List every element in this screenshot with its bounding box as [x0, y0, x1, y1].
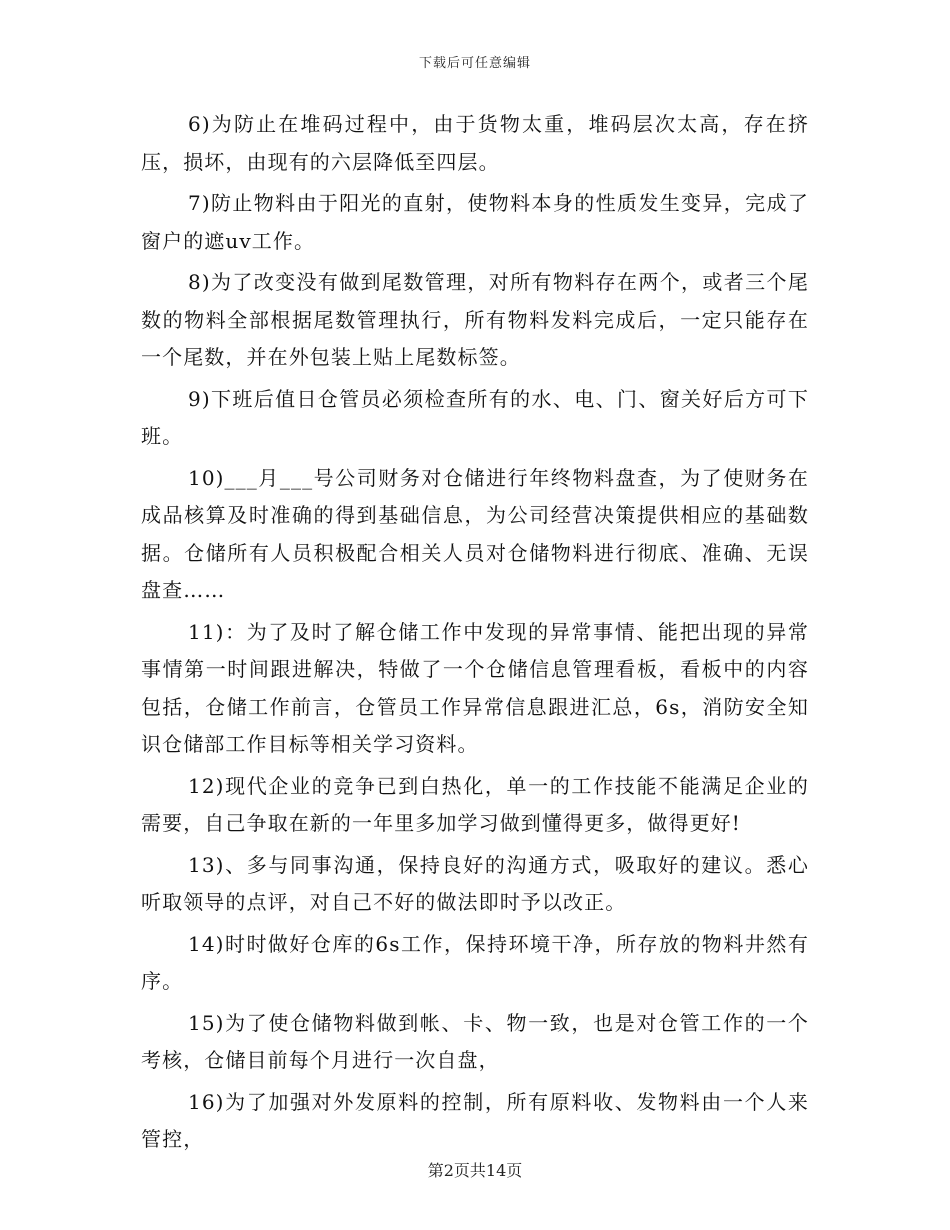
paragraph-12: 12)现代企业的竞争已到白热化，单一的工作技能不能满足企业的需要，自己争取在新的一年里多加学习做到懂得更多，做得更好! — [141, 773, 809, 835]
paragraph-11: 11)：为了及时了解仓储工作中发现的异常事情、能把出现的异常事情第一时间跟进解决，特做了一个仓储信息管理看板，看板中的内容包括，仓储工作前言，仓管员工作异常信息跟进汇总，6s，消防安全知识仓储部工作目标等相关学习资料。 — [141, 619, 809, 756]
paragraph-8: 8)为了改变没有做到尾数管理，对所有物料存在两个，或者三个尾数的物料全部根据尾数管理执行，所有物料发料完成后，一定只能存在一个尾数，并在外包装上贴上尾数标签。 — [141, 270, 809, 369]
document-body — [141, 106, 809, 1163]
paragraph-10: 10)___月___号公司财务对仓储进行年终物料盘查，为了使财务在成品核算及时准确的得到基础信息，为公司经营决策提供相应的基础数据。仓储所有人员积极配合相关人员对仓储物料进行彻底、准确、无误盘查…… — [141, 465, 809, 602]
paragraph-15: 15)为了使仓储物料做到帐、卡、物一致，也是对仓管工作的一个考核，仓储目前每个月进行一次自盘， — [141, 1010, 809, 1072]
paragraph-13: 13)、多与同事沟通，保持良好的沟通方式，吸取好的建议。悉心听取领导的点评，对自己不好的做法即时予以改正。 — [141, 852, 809, 914]
paragraph-6: 6)为防止在堆码过程中，由于货物太重，堆码层次太高，存在挤压，损坏，由现有的六层降低至四层。 — [141, 112, 809, 174]
page-number-footer: 第2页共14页 — [427, 1161, 523, 1180]
paragraph-14: 14)时时做好仓库的6s工作，保持环境干净，所存放的物料井然有序。 — [141, 931, 809, 993]
paragraph-9: 9)下班后值日仓管员必须检查所有的水、电、门、窗关好后方可下班。 — [141, 386, 809, 448]
paragraph-7: 7)防止物料由于阳光的直射，使物料本身的性质发生变异，完成了窗户的遮uv工作。 — [141, 191, 809, 253]
page-header: 下载后可任意编辑 — [418, 56, 531, 71]
paragraph-16: 16)为了加强对外发原料的控制，所有原料收、发物料由一个人来管控， — [141, 1089, 809, 1151]
